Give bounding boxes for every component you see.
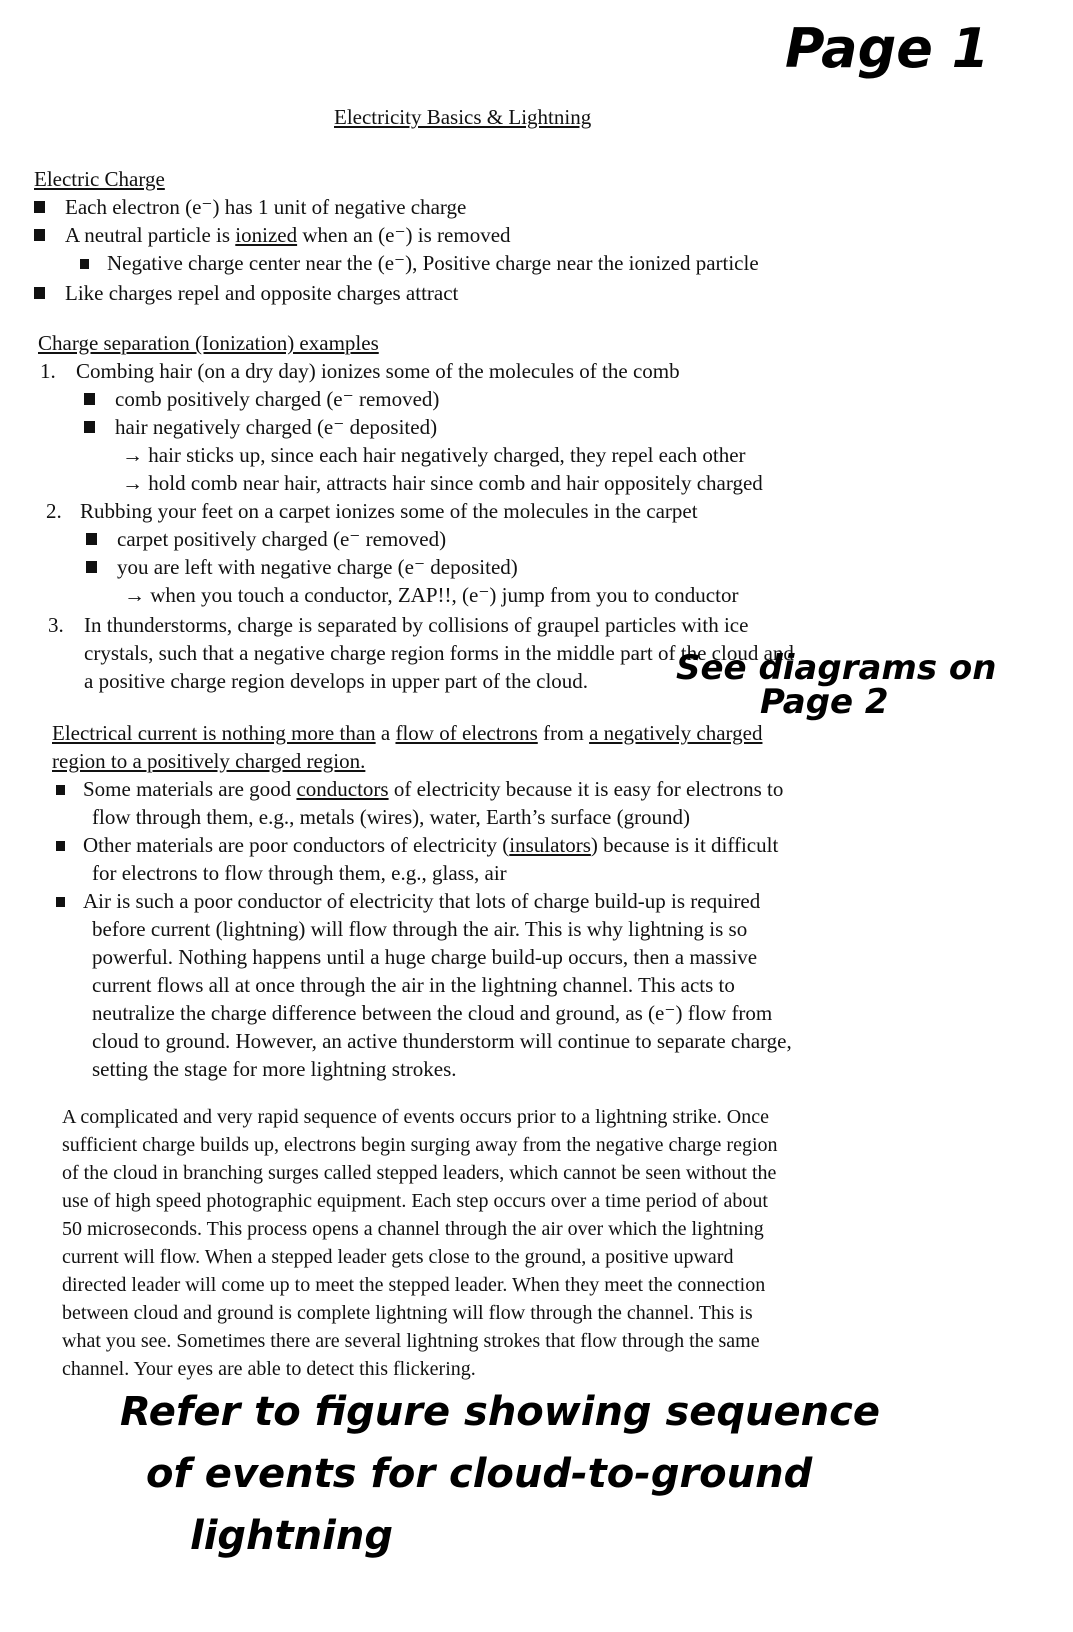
list-item: cloud to ground. However, an active thunderstorm will continue to separate charge, — [92, 1029, 792, 1053]
list-item: → hair sticks up, since each hair negatively charged, they repel each other — [122, 443, 746, 467]
handwritten-refer-line1: Refer to figure showing sequence — [120, 1389, 880, 1435]
bullet-icon — [56, 841, 65, 851]
bullet-icon — [56, 897, 65, 907]
paragraph-line: 50 microseconds. This process opens a channel through the air over which the lightning — [62, 1218, 764, 1240]
paragraph-line: directed leader will come up to meet the stepped leader. When they meet the connection — [62, 1274, 766, 1296]
bullet-icon — [86, 561, 97, 573]
list-item: → when you touch a conductor, ZAP!!, (e⁻) jump from you to conductor — [124, 583, 739, 607]
list-item: comb positively charged (e⁻ removed) — [84, 386, 439, 412]
bullet-icon — [34, 229, 45, 241]
list-item: current flows all at once through the air in the lightning channel. This acts to — [92, 973, 735, 997]
list-item: powerful. Nothing happens until a huge charge build-up occurs, then a massive — [92, 945, 758, 969]
list-item: Air is such a poor conductor of electricity that lots of charge build-up is required — [56, 888, 760, 914]
bullet-icon — [84, 393, 95, 405]
paragraph-line: current will flow. When a stepped leader gets close to the ground, a positive upward — [62, 1246, 734, 1268]
list-item: before current (lightning) will flow through the air. This is why lightning is so — [92, 917, 748, 941]
list-item: you are left with negative charge (e⁻ deposited) — [86, 554, 518, 580]
list-item: A neutral particle is ionized when an (e⁻) is removed — [34, 222, 511, 248]
bullet-icon — [86, 533, 97, 545]
document-title: Electricity Basics & Lightning — [334, 105, 592, 129]
handwritten-see-diagrams: See diagrams on — [676, 648, 997, 688]
section-heading-charge-separation: Charge separation (Ionization) examples — [38, 331, 379, 355]
section-heading-electrical-current: Electrical current is nothing more than a flow of electrons from a negatively charged — [52, 721, 763, 745]
list-item: Combing hair (on a dry day) ionizes some of the molecules of the comb — [76, 359, 680, 383]
list-item: Rubbing your feet on a carpet ionizes some of the molecules in the carpet — [80, 499, 698, 523]
handwritten-page-label: Page 1 — [785, 17, 990, 80]
list-item: Other materials are poor conductors of electricity (insulators) because is it difficult — [56, 832, 778, 858]
paragraph-line: what you see. Sometimes there are several lightning strokes that flow through the same — [62, 1330, 760, 1352]
paragraph-line: use of high speed photographic equipment. Each step occurs over a time period of about — [62, 1190, 768, 1212]
list-item: for electrons to flow through them, e.g., glass, air — [92, 861, 507, 885]
list-item: → hold comb near hair, attracts hair since comb and hair oppositely charged — [122, 471, 763, 495]
list-item: Like charges repel and opposite charges attract — [34, 280, 458, 306]
bullet-icon — [80, 259, 89, 269]
list-item: Negative charge center near the (e⁻), Positive charge near the ionized particle — [80, 250, 759, 276]
handwritten-page-2: Page 2 — [760, 682, 889, 722]
handwritten-refer-line3: lightning — [190, 1513, 393, 1559]
list-item: hair negatively charged (e⁻ deposited) — [84, 414, 437, 440]
list-item: setting the stage for more lightning strokes. — [92, 1057, 457, 1081]
list-item: crystals, such that a negative charge region forms in the middle part of the cloud and — [84, 641, 794, 665]
bullet-icon — [56, 785, 65, 795]
paragraph-line: between cloud and ground is complete lightning will flow through the channel. This is — [62, 1302, 753, 1324]
list-item: Each electron (e⁻) has 1 unit of negative charge — [34, 194, 466, 220]
list-item: Some materials are good conductors of electricity because it is easy for electrons to — [56, 776, 783, 802]
list-number: 2. — [46, 499, 62, 523]
section-heading-electric-charge: Electric Charge — [34, 167, 165, 191]
paragraph-line: channel. Your eyes are able to detect this flickering. — [62, 1358, 476, 1380]
paragraph-line: of the cloud in branching surges called stepped leaders, which cannot be seen without the — [62, 1162, 777, 1184]
bullet-icon — [34, 287, 45, 299]
bullet-icon — [34, 201, 45, 213]
section-heading-electrical-current-line2: region to a positively charged region. — [52, 749, 366, 773]
paragraph-line: sufficient charge builds up, electrons begin surging away from the negative charge region — [62, 1134, 778, 1156]
list-item: flow through them, e.g., metals (wires), water, Earth’s surface (ground) — [92, 805, 691, 829]
list-item: In thunderstorms, charge is separated by collisions of graupel particles with ice — [84, 613, 749, 637]
list-number: 1. — [40, 359, 56, 383]
list-item: neutralize the charge difference between the cloud and ground, as (e⁻) flow from — [92, 1001, 773, 1025]
list-item: a positive charge region develops in upper part of the cloud. — [84, 669, 589, 693]
paragraph-line: A complicated and very rapid sequence of events occurs prior to a lightning strike. Once — [62, 1106, 769, 1128]
list-number: 3. — [48, 613, 64, 637]
list-item: carpet positively charged (e⁻ removed) — [86, 526, 446, 552]
handwritten-refer-line2: of events for cloud-to-ground — [146, 1451, 813, 1497]
bullet-icon — [84, 421, 95, 433]
